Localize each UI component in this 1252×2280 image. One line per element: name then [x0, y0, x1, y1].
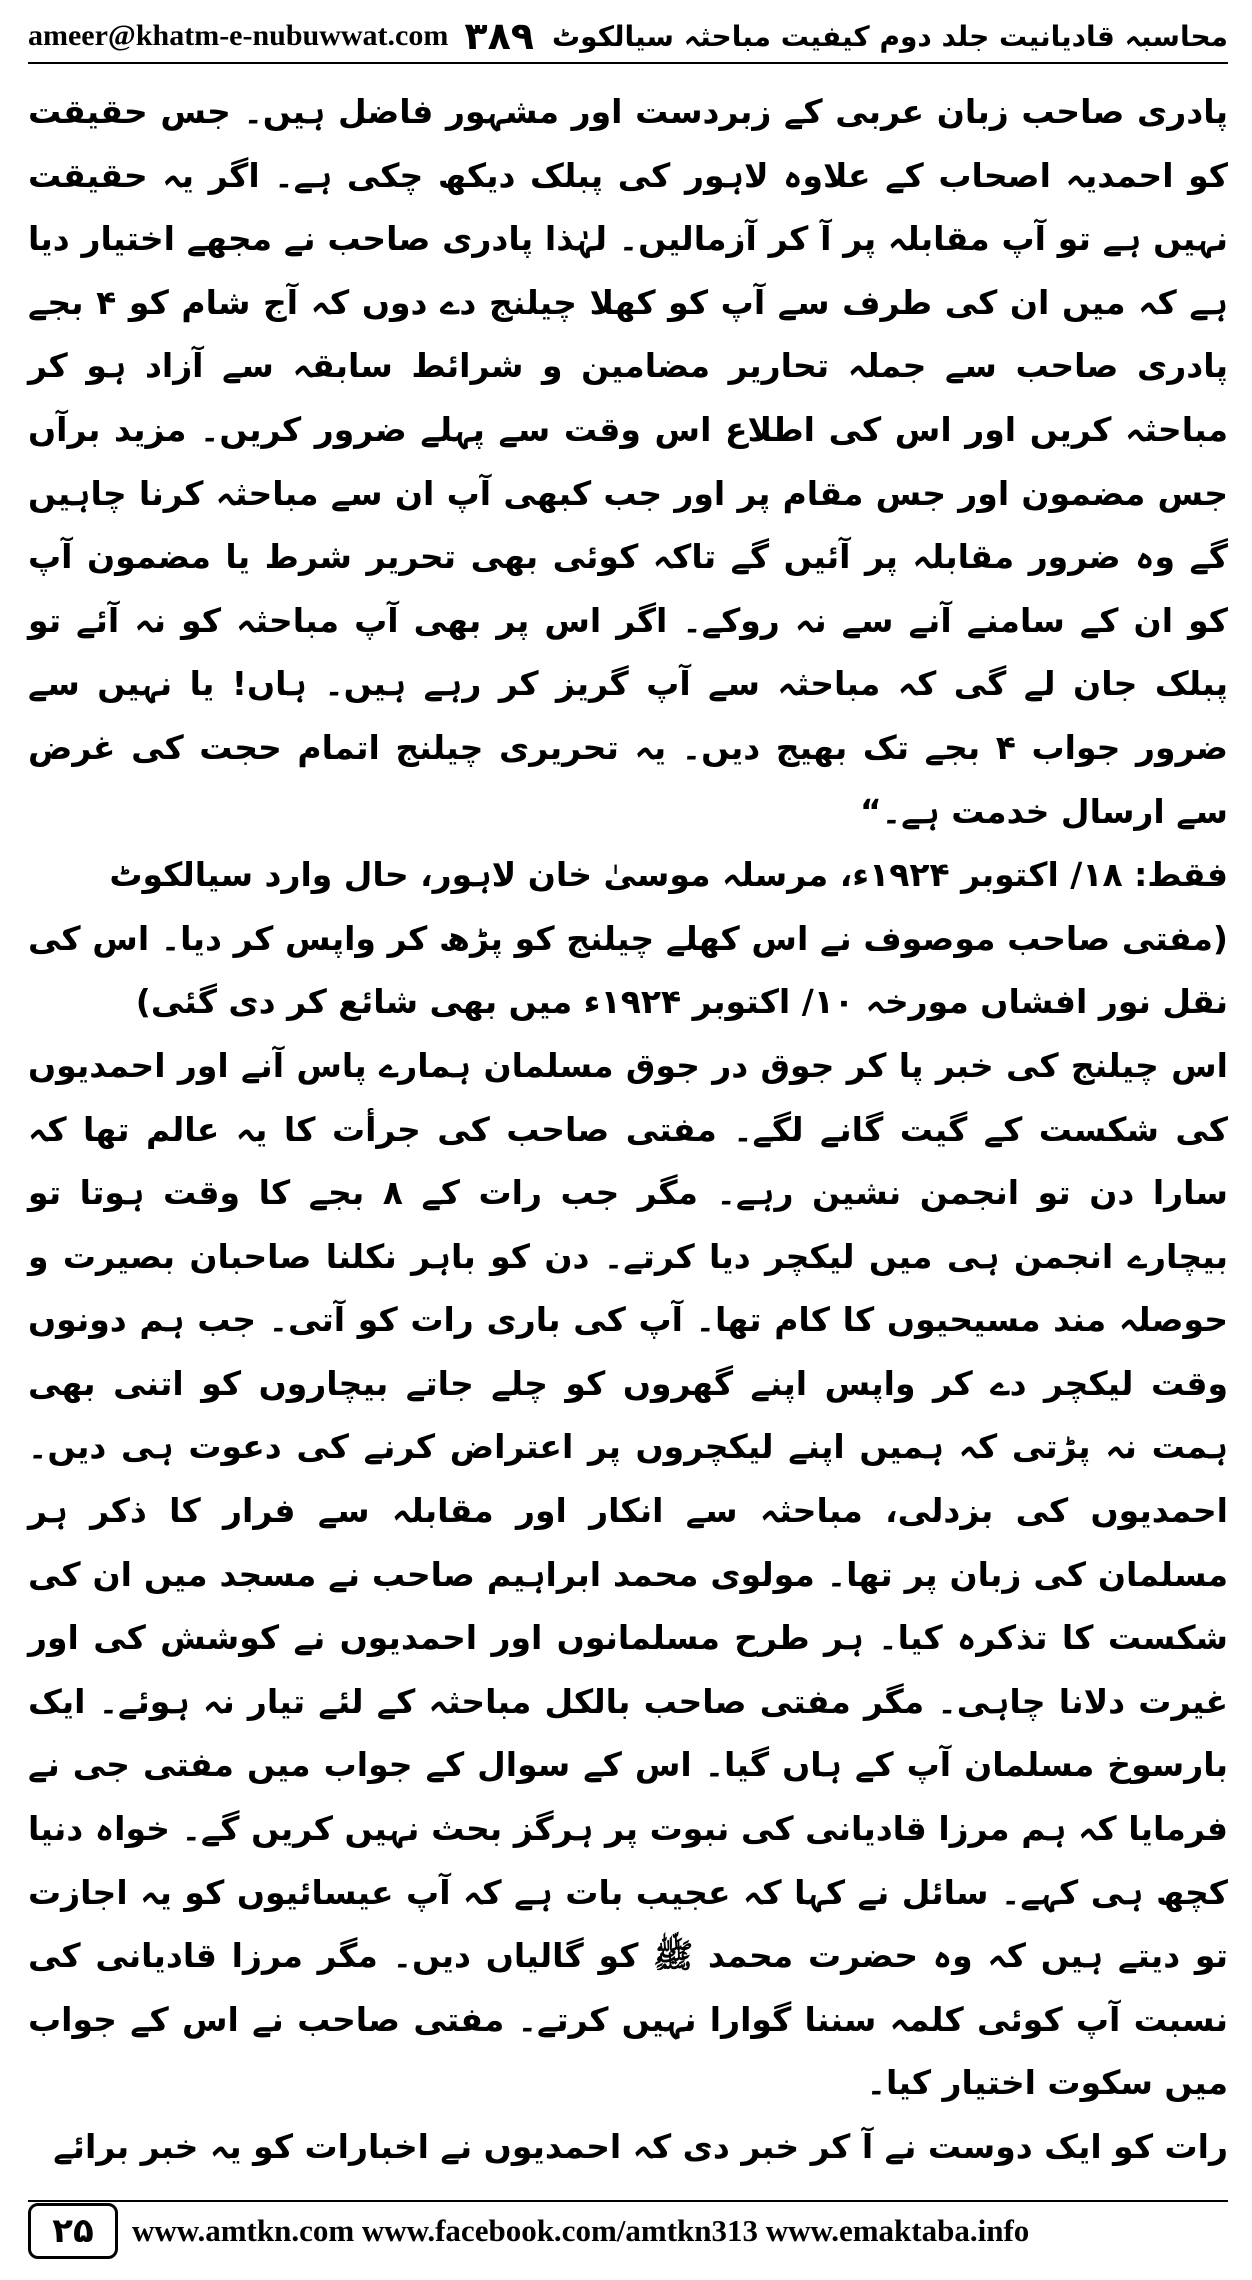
page-body [28, 80, 1228, 2179]
paragraph-narrative: اس چیلنج کی خبر پا کر جوق در جوق مسلمان ہمارے پاس آنے اور احمدیوں کی شکست کے گیت گانے لگے۔ مفتی صاحب کی جرأت کا یہ عالم تھا کہ سارا دن تو انجمن نشین رہے۔ مگر جب رات کے ۸ بجے کا وقت ہوتا تو بیچارے انجمن ہی میں لیکچر دیا کرتے۔ دن کو باہر نکلنا صاحبان بصیرت و حوصلہ مند مسیحیوں کا کام تھا۔ آپ کی باری رات کو آتی۔ جب ہم دونوں وقت لیکچر دے کر واپس اپنے گھروں کو چلے جاتے بیچاروں کو اتنی بھی ہمت نہ پڑتی کہ ہمیں اپنے لیکچروں پر اعتراض کرنے کی دعوت ہی دیں۔ احمدیوں کی بزدلی، مباحثہ سے انکار اور مقابلہ سے فرار کا ذکر ہر مسلمان کی زبان پر تھا۔ مولوی محمد ابراہیم صاحب نے مسجد میں ان کی شکست کا تذکرہ کیا۔ ہر طرح مسلمانوں اور احمدیوں نے کوشش کی اور غیرت دلانا چاہی۔ مگر مفتی صاحب بالکل مباحثہ کے لئے تیار نہ ہوئے۔ ایک بارسوخ مسلمان آپ کے ہاں گیا۔ اس کے سوال کے جواب میں مفتی جی نے فرمایا کہ ہم مرزا قادیانی کی نبوت پر ہرگز بحث نہیں کریں گے۔ خواہ دنیا کچھ ہی کہے۔ سائل نے کہا کہ عجیب بات ہے کہ آپ عیسائیوں کو یہ اجازت تو دیتے ہیں کہ وہ حضرت محمد ﷺ کو گالیاں دیں۔ مگر مرزا قادیانی کی نسبت آپ کوئی کلمہ سننا گوارا نہیں کرتے۔ مفتی صاحب نے اس کے جواب میں سکوت اختیار کیا۔ [28, 1045, 1228, 2103]
paragraph-signature: فقط: ۱۸/ اکتوبر ۱۹۲۴ء، مرسلہ موسیٰ خان لاہور، حال وارد سیالکوٹ [109, 855, 1228, 895]
footer-page-number: ۲۵ [28, 2203, 118, 2259]
footer-links[interactable]: www.amtkn.com www.facebook.com/amtkn313 www.emaktaba.info [132, 2213, 1030, 2248]
book-title: محاسبہ قادیانیت جلد دوم کیفیت مباحثہ سیالکوٹ [552, 19, 1228, 53]
paragraph-challenge-letter: پادری صاحب زبان عربی کے زبردست اور مشہور فاضل ہیں۔ جس حقیقت کو احمدیہ اصحاب کے علاوہ لاہور کی پبلک دیکھ چکی ہے۔ اگر یہ حقیقت نہیں ہے تو آپ مقابلہ پر آ کر آزمالیں۔ لہٰذا پادری صاحب نے مجھے اختیار دیا ہے کہ میں ان کی طرف سے آپ کو کھلا چیلنج دے دوں کہ آج شام کو ۴ بجے پادری صاحب سے جملہ تحاریر مضامین و شرائط سابقہ سے آزاد ہو کر مباحثہ کریں اور اس کی اطلاع اس وقت سے پہلے ضرور کریں۔ مزید برآں جس مضمون اور جس مقام پر اور جب کبھی آپ ان سے مباحثہ کرنا چاہیں گے وہ ضرور مقابلہ پر آئیں گے تاکہ کوئی بھی تحریر شرط یا مضمون آپ کو ان کے سامنے آنے سے نہ روکے۔ اگر اس پر بھی آپ مباحثہ کو نہ آئے تو پبلک جان لے گی کہ مباحثہ سے آپ گریز کر رہے ہیں۔ ہاں! یا نہیں سے ضرور جواب ۴ بجے تک بھیج دیں۔ یہ تحریری چیلنج اتمام حجت کی غرض سے ارسال خدمت ہے۔“ [28, 92, 1228, 831]
page-footer [28, 2200, 1228, 2260]
page-number: ۳۸۹ [464, 14, 534, 58]
paragraph-note: (مفتی صاحب موصوف نے اس کھلے چیلنج کو پڑھ کر واپس کر دیا۔ اس کی نقل نور افشاں مورخہ ۱۰/ اکتوبر ۱۹۲۴ء میں بھی شائع کر دی گئی) [28, 918, 1228, 1022]
page-header [28, 10, 1228, 64]
paragraph-continuation: رات کو ایک دوست نے آ کر خبر دی کہ احمدیوں نے اخبارات کو یہ خبر برائے [53, 2127, 1228, 2166]
header-title-group [464, 14, 1228, 58]
header-email[interactable]: ameer@khatm-e-nubuwwat.com [28, 19, 449, 52]
